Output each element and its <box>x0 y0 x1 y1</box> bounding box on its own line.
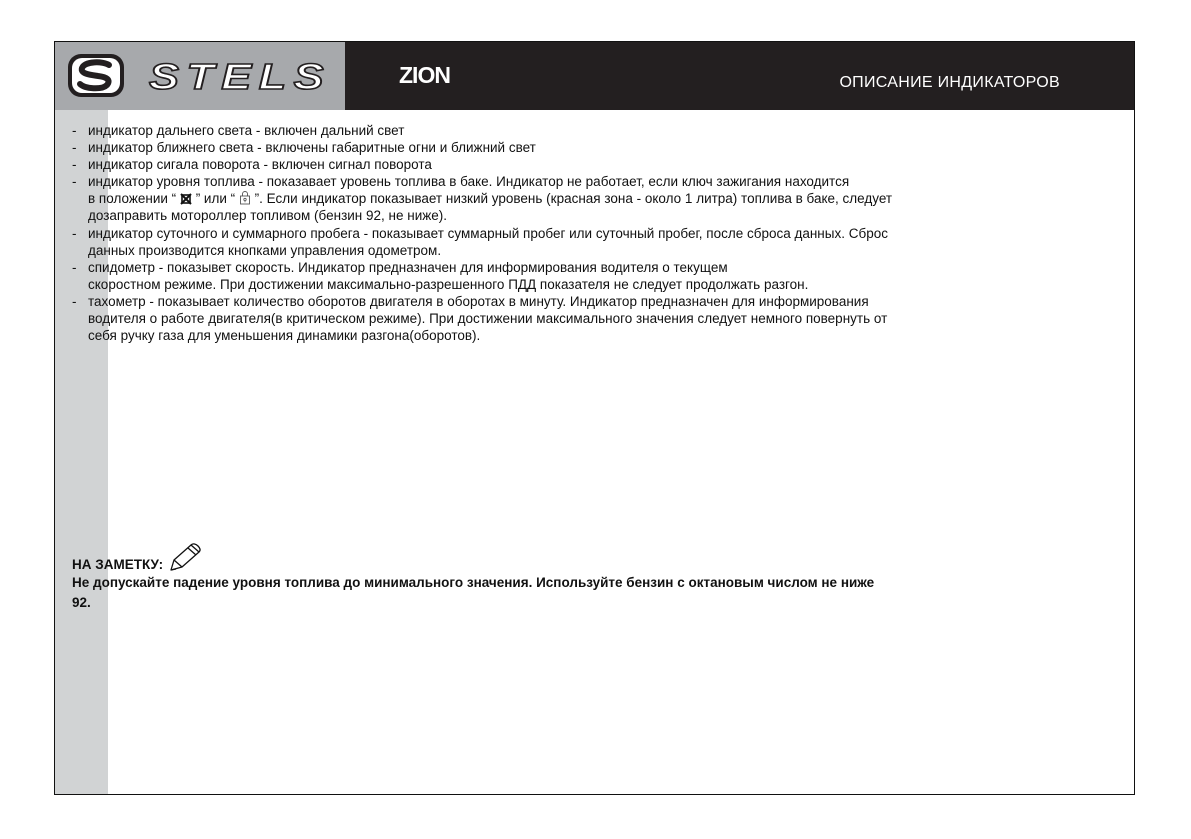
item-text: себя ручку газа для уменьшения динамики разгона(оборотов). <box>88 328 481 344</box>
indicator-list <box>72 122 1062 344</box>
item-text: тахометр - показывает количество оборотов двигателя в оборотах в минуту. Индикатор предназначен для информирования <box>88 293 869 309</box>
list-dash: - <box>72 293 77 309</box>
pencil-icon <box>167 542 203 572</box>
item-text-part: ”. Если индикатор показывает низкий уровень (красная зона - около 1 литра) топлива в баке, следует <box>254 191 893 207</box>
list-dash: - <box>72 174 77 190</box>
item-text: индикатор сигала поворота - включен сигнал поворота <box>88 157 432 173</box>
svg-text:STELS: STELS <box>149 56 331 97</box>
item-text: спидометр - показывет скорость. Индикатор предназначен для информирования водителя о текущем <box>88 259 728 275</box>
list-dash: - <box>72 157 77 173</box>
brand-logo-block <box>55 42 345 110</box>
item-text-part: ” или “ <box>195 191 236 207</box>
list-dash: - <box>72 259 77 275</box>
list-item <box>72 139 1062 156</box>
item-text: индикатор уровня топлива - показавает уровень топлива в баке. Индикатор не работает, если ключ зажигания находится <box>88 174 850 190</box>
item-text: индикатор суточного и суммарного пробега - показывает суммарный пробег или суточный пробег, после сброса данных. Сброс <box>88 225 888 241</box>
page-header <box>55 42 1134 110</box>
note-heading <box>72 542 1062 572</box>
ignition-off-icon <box>180 193 192 205</box>
list-item <box>72 259 1062 293</box>
item-text: дозаправить мотороллер топливом (бензин 92, не ниже). <box>88 208 448 224</box>
item-text: индикатор дальнего света - включен дальний свет <box>88 123 405 138</box>
item-text: индикатор ближнего света - включены габаритные огни и ближний свет <box>88 140 536 156</box>
note-text-line: Не допускайте падение уровня топлива до минимального значения. Используйте бензин с октановым числом не ниже <box>72 575 875 590</box>
item-text: данных производится кнопками управления одометром. <box>88 242 442 258</box>
list-dash: - <box>72 225 77 241</box>
stels-logo <box>67 52 339 100</box>
section-title: ОПИСАНИЕ ИНДИКАТОРОВ <box>839 74 1060 91</box>
list-item <box>72 293 1062 344</box>
ignition-lock-icon <box>239 190 251 205</box>
list-item <box>72 225 1062 259</box>
item-text: водителя о работе двигателя(в критическом режиме). При достижении максимального значения следует немного повернуть от <box>88 311 888 327</box>
list-item <box>72 122 1062 139</box>
list-dash: - <box>72 123 77 138</box>
item-text: скоростном режиме. При достижении максимально-разрешенного ПДД показателя не следует продолжать разгон. <box>88 276 809 292</box>
item-text <box>88 190 1062 207</box>
list-dash: - <box>72 140 77 156</box>
list-item <box>72 156 1062 173</box>
model-name: ZION <box>399 62 450 88</box>
note-title: НА ЗАМЕТКУ: <box>72 557 164 572</box>
note-block <box>72 542 1062 612</box>
note-text-line: 92. <box>72 595 91 610</box>
list-item <box>72 173 1062 224</box>
item-text-part: в положении “ <box>88 191 177 207</box>
